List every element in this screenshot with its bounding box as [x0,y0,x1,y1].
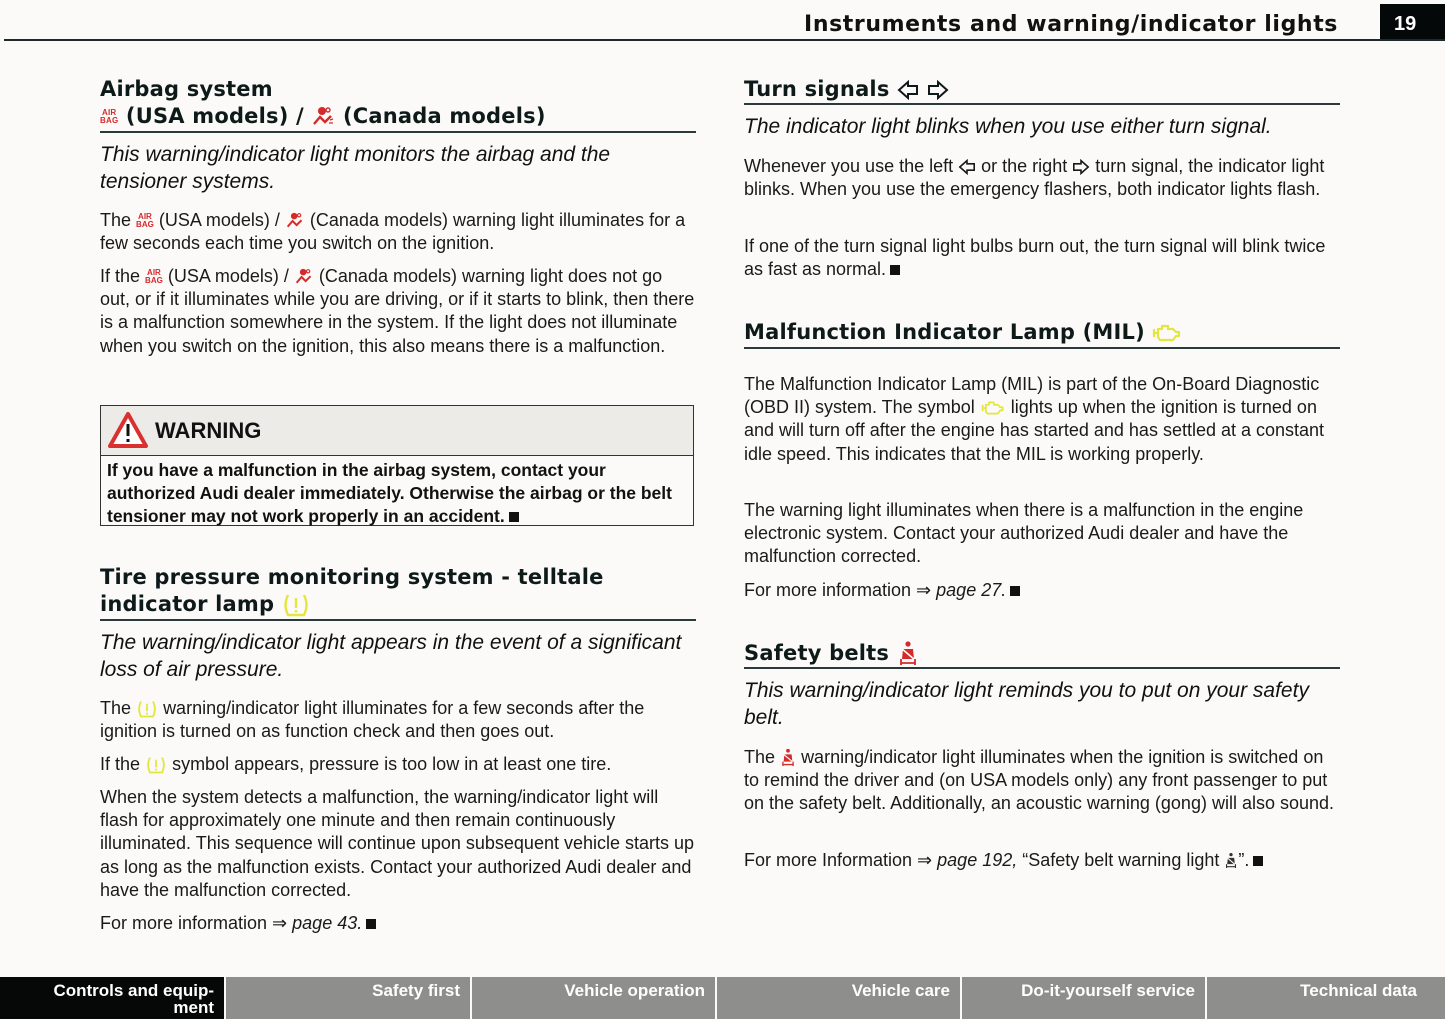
airbag-lead: This warning/indicator light monitors the airbag and the tensioner systems. [100,143,611,193]
tire-paragraph-2: If the symbol appears, pressure is too low in at least one tire. [100,754,612,774]
mil-more-info: For more information ⇒ page 27. [744,579,1340,602]
tire-paragraph-1: The warning/indicator light illuminates for a few seconds after the ignition is turned on as function check and then goes out. [100,698,645,742]
end-mark-icon [366,919,376,929]
turn-paragraph-1: Whenever you use the left or the right turn signal, the indicator light blinks. When you use the emergency flashers, both indicator lights flash. [744,156,1325,200]
mil-paragraph-1: The Malfunction Indicator Lamp (MIL) is part of the On-Board Diagnostic (OBD II) system. The symbol lights up when the ignition is turned on and will turn off after the engine has started and has settled at a constant idle speed. This indicates that the MIL is working properly. [744,374,1325,464]
turn-right-arrow-icon [1072,159,1090,175]
airbag-paragraph-2: If the AIR BAG (USA models) / (Canada models) warning light does not go out, or if it illuminates while you are driving, or if it starts to blink, then there is a malfunction somewhere in the system. If the light does not illuminate when you switch on the ignition, this also means there is a malfunction. [100,266,695,356]
tab-vehicle-care[interactable]: Vehicle care [717,977,960,1019]
tire-title-rule [100,619,696,621]
tab-controls-and-equipment[interactable]: Controls and equip- ment [0,977,224,1019]
airbag-canada-icon [311,106,335,128]
turn-section-title: Turn signals [744,76,1340,103]
belts-lead: This warning/indicator light reminds you to put on your safety belt. [744,679,1309,729]
turn-title-rule [744,103,1340,105]
tire-lead: The warning/indicator light appears in the event of a significant loss of air pressure. [100,631,682,681]
mil-paragraph-2: The warning light illuminates when there is a malfunction in the engine electronic system. Contact your authorized Audi dealer and have the malfunction corrected. [744,500,1304,567]
belts-more-info: For more Information ⇒ page 192, “Safety belt warning light ”. [744,849,1340,872]
engine-check-icon [1152,323,1182,343]
seatbelt-icon [897,641,919,667]
chapter-title: Instruments and warning/indicator lights [804,12,1338,37]
tire-section-title [100,564,696,618]
tire-more-info: For more information ⇒ page 43. [100,912,696,935]
turn-right-arrow-icon [927,80,949,100]
end-mark-icon [890,265,900,275]
tire-title-line1: Tire pressure monitoring system - telltale [100,565,604,589]
page-reference-link[interactable]: page 27. [936,580,1007,600]
airbag-title-rule [100,131,696,133]
chapter-tabs [0,977,1445,1019]
tire-pressure-icon [136,700,158,718]
belts-title-rule [744,667,1340,669]
warning-header [101,406,693,456]
seatbelt-icon [780,748,796,768]
engine-check-icon [980,400,1006,416]
belts-paragraph-1: The warning/indicator light illuminates when the ignition is switched on to remind the driver and (on USA models only) any front passenger to put on the safety belt. Additionally, an acoustic warning (gong) will also sound. [744,747,1335,814]
tab-do-it-yourself-service[interactable]: Do-it-yourself service [962,977,1205,1019]
tire-paragraph-3: When the system detects a malfunction, the warning/indicator light will flash for approximately one minute and then remain continuously illuminated. This sequence will continue upon subsequent vehicle starts up as long as the malfunction exists. Contact your authorized Audi dealer and have the malfunction corrected. [100,787,695,900]
airbag-usa-icon: AIR BAG [145,268,163,286]
airbag-canada-icon [294,268,314,286]
turn-paragraph-2: If one of the turn signal light bulbs burn out, the turn signal will blink twice as fast as normal. [744,236,1326,280]
turn-left-arrow-icon [897,80,919,100]
turn-left-arrow-icon [958,159,976,175]
airbag-section-title [100,76,696,130]
warning-text: If you have a malfunction in the airbag system, contact your authorized Audi dealer immediately. Otherwise the airbag or the belt tensioner may not work properly in an accident. [107,460,672,527]
header-rule [4,39,1445,41]
warning-label: WARNING [155,418,262,443]
mil-section-title: Malfunction Indicator Lamp (MIL) [744,319,1340,346]
tab-technical-data[interactable]: Technical data [1207,977,1445,1019]
tire-pressure-icon [145,756,167,774]
warning-triangle-icon [107,411,149,449]
turn-lead: The indicator light blinks when you use either turn signal. [744,115,1272,138]
seatbelt-icon [1224,852,1238,870]
tire-pressure-icon [282,593,310,617]
airbag-usa-icon: AIR BAG [100,108,119,125]
belts-section-title: Safety belts [744,640,1340,667]
tire-title-line2: indicator lamp [100,591,696,618]
airbag-usa-icon: AIR BAG [136,212,154,230]
end-mark-icon [1010,586,1020,596]
end-mark-icon [1253,856,1263,866]
tab-vehicle-operation[interactable]: Vehicle operation [472,977,715,1019]
airbag-title-line1: Airbag system [100,77,273,101]
warning-box [100,405,694,526]
airbag-title-line2: AIR BAG (USA models) / (Canada models) [100,104,546,128]
airbag-canada-icon [285,212,305,230]
end-mark-icon [509,512,519,522]
tab-safety-first[interactable]: Safety first [226,977,470,1019]
mil-title-rule [744,347,1340,349]
airbag-paragraph-1: The AIR BAG (USA models) / (Canada models) warning light illuminates for a few seconds each time you switch on the ignition. [100,210,686,254]
page-reference-link[interactable]: page 192, [937,850,1018,870]
page-reference-link[interactable]: page 43. [292,913,363,933]
page-number: 19 [1380,4,1445,41]
